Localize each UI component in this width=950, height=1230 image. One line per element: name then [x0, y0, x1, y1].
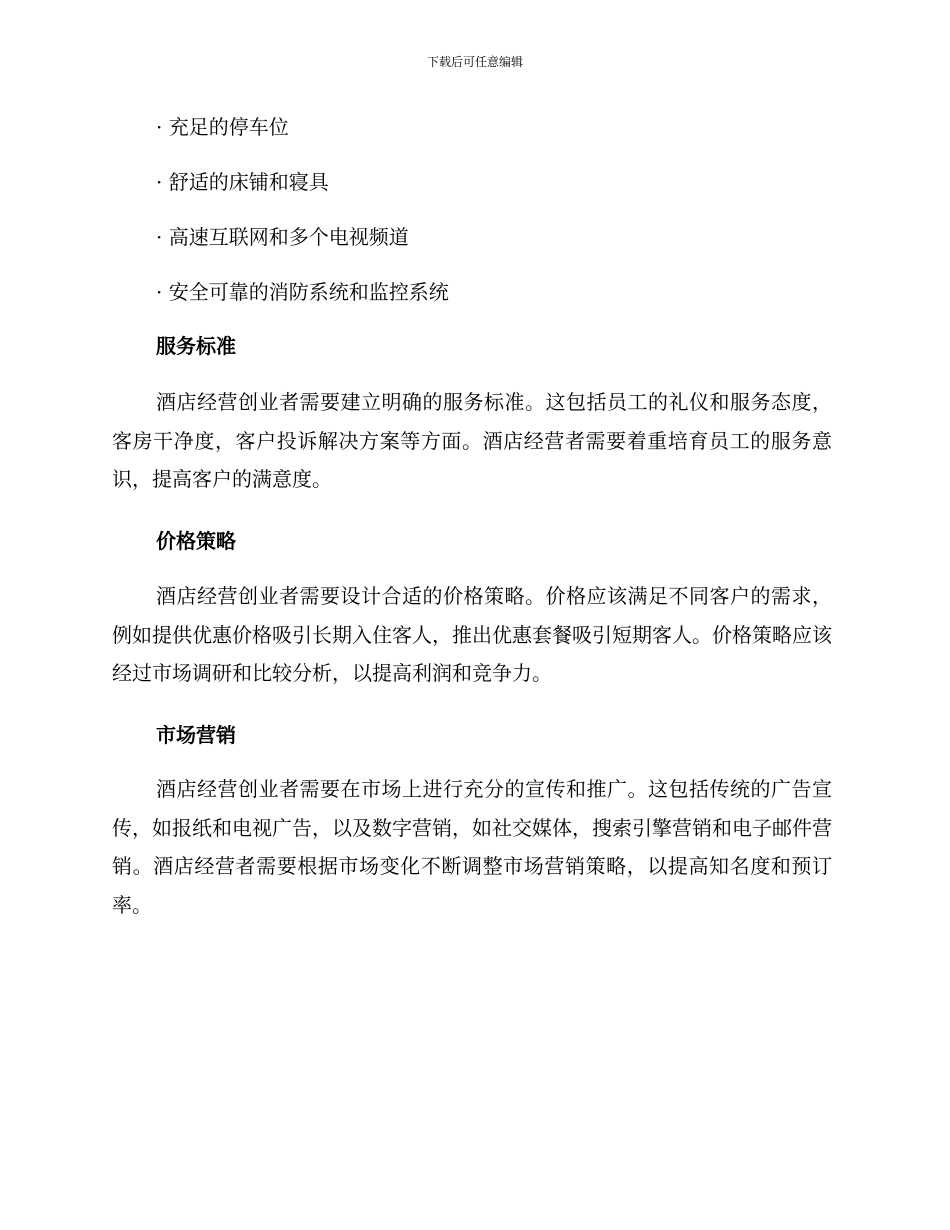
page-header: 下载后可任意编辑	[426, 55, 523, 69]
section-body-service-standards: 酒店经营创业者需要建立明确的服务标准。这包括员工的礼仪和服务态度，客房干净度，客户投诉解决方案等方面。酒店经营者需要着重培育员工的服务意识，提高客户的满意度。	[112, 390, 832, 491]
section-heading-marketing: 市场营销	[156, 723, 236, 747]
section-body-marketing: 酒店经营创业者需要在市场上进行充分的宣传和推广。这包括传统的广告宣传，如报纸和电视广告，以及数字营销，如社交媒体，搜索引擎营销和电子邮件营销。酒店经营者需要根据市场变化不断调整市场营销策略，以提高知名度和预订率。	[112, 777, 832, 917]
bullet-item-safety: · 安全可靠的消防系统和监控系统	[156, 280, 449, 304]
section-heading-pricing-strategy: 价格策略	[156, 529, 236, 553]
bullet-item-internet-tv: · 高速互联网和多个电视频道	[156, 225, 409, 249]
bullet-item-parking: · 充足的停车位	[156, 115, 289, 139]
bullet-item-bedding: · 舒适的床铺和寝具	[156, 170, 329, 194]
section-body-pricing-strategy: 酒店经营创业者需要设计合适的价格策略。价格应该满足不同客户的需求，例如提供优惠价格吸引长期入住客人，推出优惠套餐吸引短期客人。价格策略应该经过市场调研和比较分析，以提高利润和竞争力。	[112, 584, 832, 685]
section-heading-service-standards: 服务标准	[156, 334, 236, 358]
